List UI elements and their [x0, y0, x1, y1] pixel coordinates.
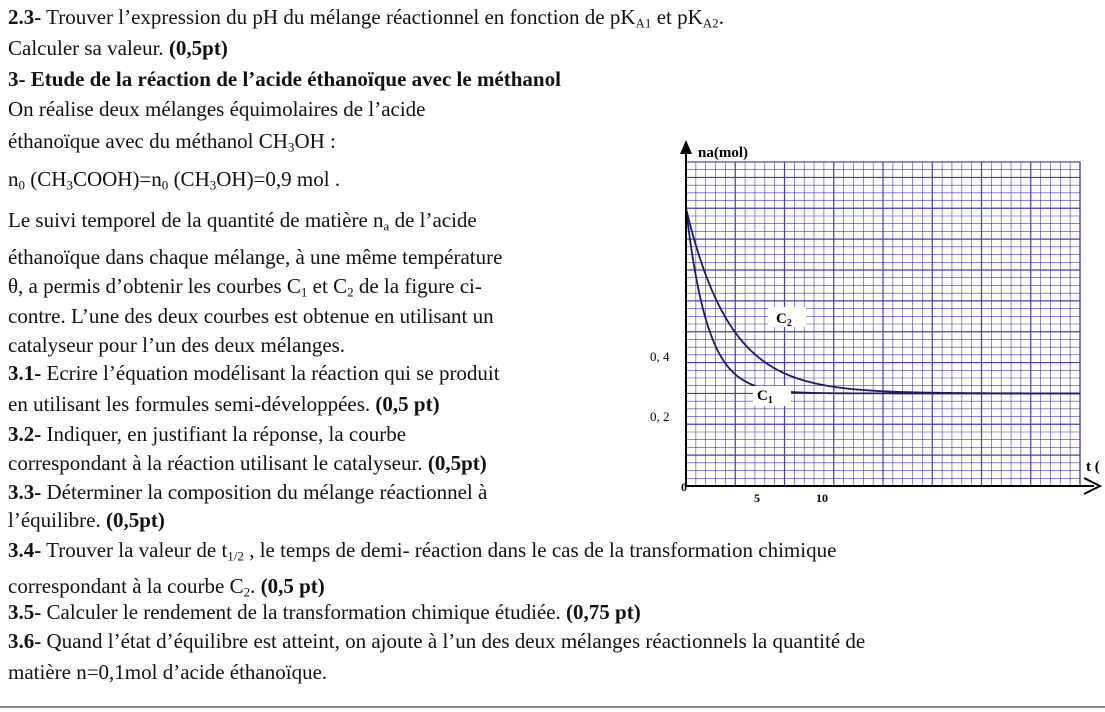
question-3-2: 3.2- Indiquer, en justifiant la réponse, la courbe: [8, 422, 407, 446]
points-badge: (0,5pt): [168, 36, 228, 60]
points-badge: (0,5pt): [427, 451, 487, 475]
para-line-2: éthanoïque dans chaque mélange, à une même température: [8, 245, 503, 269]
x-tick-label: 10: [816, 491, 828, 505]
para-line-5: catalyseur pour l’un des deux mélanges.: [8, 333, 346, 357]
curve-label-c1: [753, 386, 791, 406]
origin-label: 0: [681, 480, 687, 494]
question-3-4-line-2: correspondant à la courbe $C_2$. (0,5 pt): [8, 574, 325, 600]
question-number: 2.3-: [8, 5, 42, 29]
question-3-5: 3.5- Calculer le rendement de la transformation chimique étudiée. (0,75 pt): [8, 600, 641, 624]
points-badge: (0,5pt): [105, 508, 165, 532]
curve-label-c2: [768, 307, 806, 329]
x-tick-label: 5: [754, 491, 760, 505]
grid: [686, 162, 1080, 486]
intro-line-2: éthanoïque avec du méthanol $CH_3OH$ :: [8, 129, 336, 155]
question-3-6: 3.6- Quand l’état d’équilibre est atteint, on ajoute à l’un des deux mélanges réactionnels la quantité de: [8, 629, 866, 653]
para-line-1: Le suivi temporel de la quantité de matière $n_a$ de l’acide: [8, 208, 477, 234]
question-3-3: 3.3- Déterminer la composition du mélange réactionnel à: [8, 480, 488, 504]
question-3-4: 3.4- Trouver la valeur de $t_{1/2}$ , le temps de demi- réaction dans le cas de la transformation chimique: [8, 538, 837, 564]
question-3-1-line-2: en utilisant les formules semi-développées. (0,5 pt): [8, 392, 440, 416]
svg-text:C1: $C_1$: [757, 388, 773, 406]
question-2-3-calc: Calculer sa valeur. (0,5pt): [8, 36, 228, 60]
para-line-4: contre. L’une des deux courbes est obtenue en utilisant un: [8, 304, 494, 328]
svg-text:C2: $C_2$: [776, 311, 792, 329]
para-line-3: θ, a permis d’obtenir les courbes $C_1$ et $C_2$ de la figure ci-: [8, 274, 482, 300]
question-2-3: 2.3- Trouver l’expression du pH du mélange réactionnel en fonction de $pK_{A1}$ et $pK_{A2}$.: [8, 5, 724, 31]
points-badge: (0,5 pt): [375, 392, 440, 416]
question-3-1: 3.1- Ecrire l’équation modélisant la réaction qui se produit: [8, 361, 500, 385]
question-3-6-line-2: matière n=0,1mol d’acide éthanoïque.: [8, 660, 328, 684]
question-3-2-line-2: correspondant à la réaction utilisant le catalyseur. (0,5pt): [8, 451, 487, 475]
quantity-formula: $n_0$ $(CH_3COOH)=n_0$ $(CH_3OH)=0,9$ mol .: [8, 167, 341, 193]
intro-line-1: On réalise deux mélanges équimolaires de l’acide: [8, 97, 426, 121]
question-3-3-line-2: l’équilibre. (0,5pt): [8, 508, 165, 532]
y-axis-label: na(mol): [698, 145, 748, 161]
y-axis-arrow-icon: [680, 140, 692, 154]
section-3-title: 3- Etude de la réaction de l’acide éthanoïque avec le méthanol: [8, 67, 561, 91]
points-badge: (0,75 pt): [566, 600, 641, 624]
points-badge: (0,5 pt): [260, 574, 325, 598]
y-tick-label: 0, 2: [650, 409, 670, 424]
y-tick-label: 0, 4: [650, 349, 670, 364]
x-axis-label: t (: [1086, 459, 1100, 475]
